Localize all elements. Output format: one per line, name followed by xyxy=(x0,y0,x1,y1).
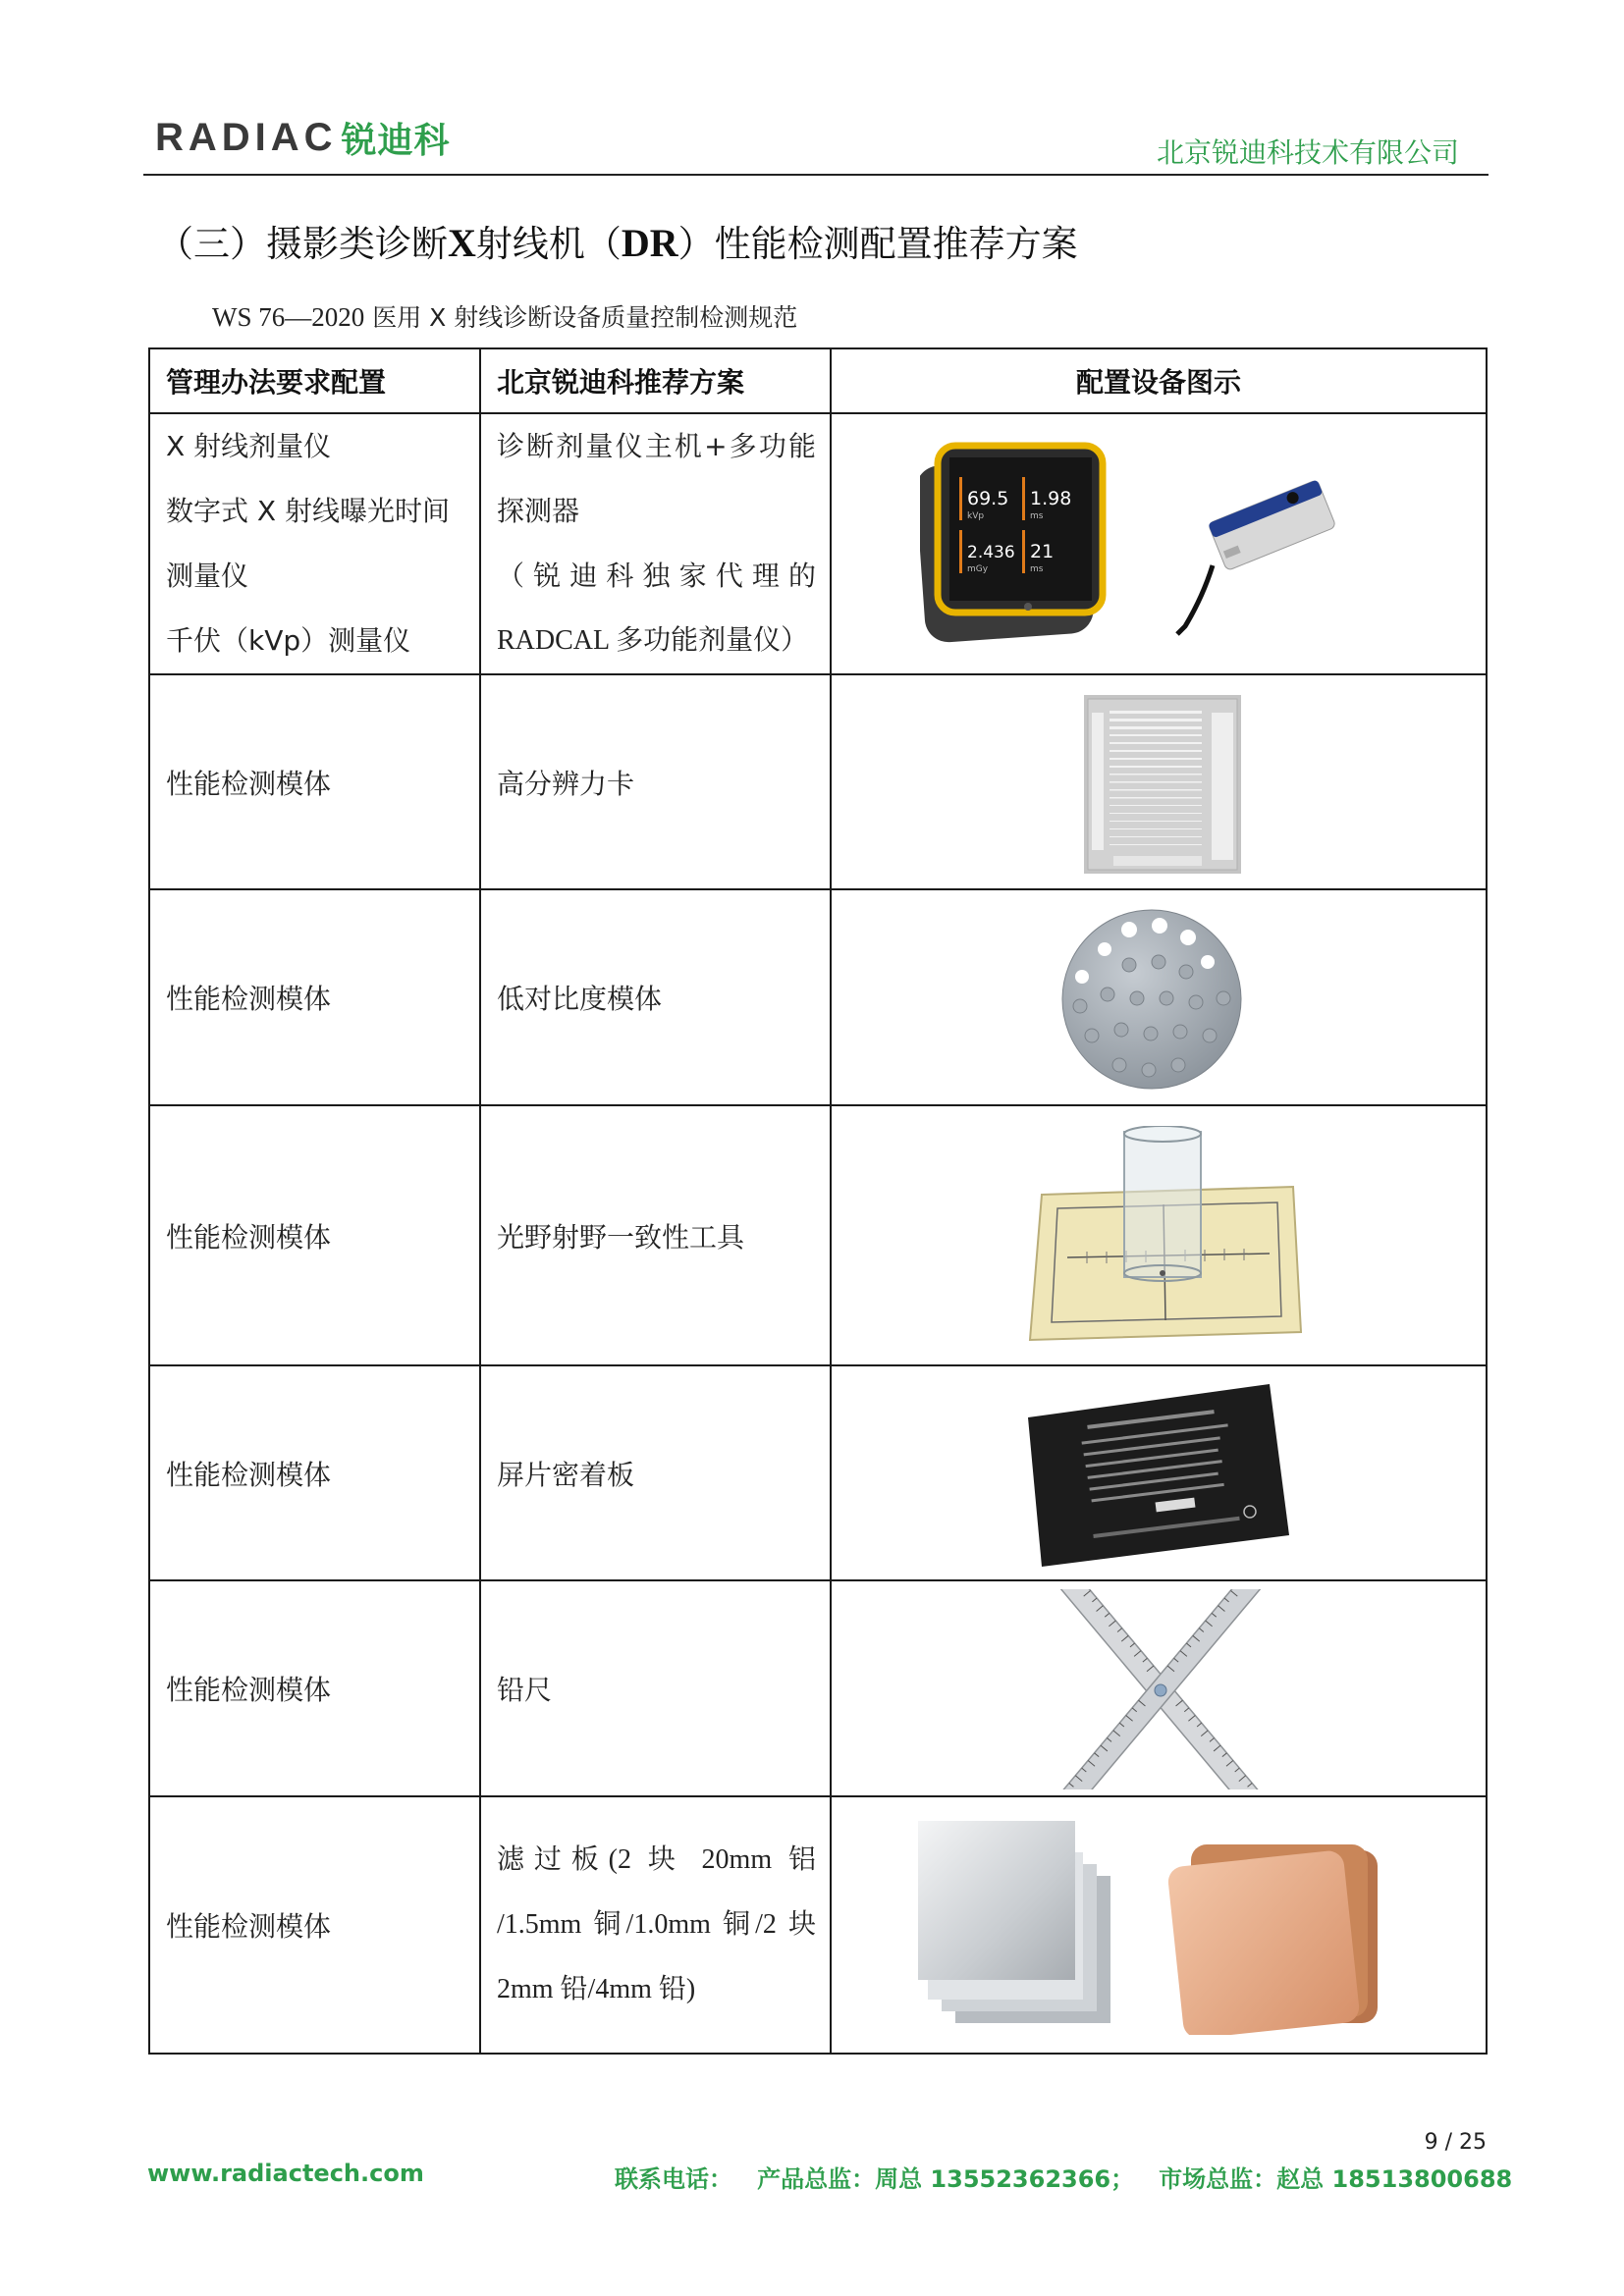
dosimeter-image xyxy=(920,440,1411,648)
filter-plates-image xyxy=(908,1819,1419,2035)
logo-chinese-text: 锐迪科 xyxy=(341,120,451,161)
screen-value-3: 2.436 xyxy=(967,543,1015,562)
requirement-cell: 性能检测模体 xyxy=(149,1105,480,1365)
illustration-cell xyxy=(831,1365,1487,1580)
rec-line: （锐迪科独家代理的 xyxy=(497,560,816,592)
screen-film-contact-plate-image xyxy=(1028,1384,1289,1567)
contact-info: 联系电话： 产品总监：周总 13552362366； 市场总监：赵总 18513800688 xyxy=(615,2165,1513,2193)
requirement-cell: 性能检测模体 xyxy=(149,1365,480,1580)
screen-unit-3: mGy xyxy=(967,564,989,574)
lead-ruler-image xyxy=(1050,1589,1272,1789)
illustration-cell xyxy=(831,674,1487,889)
company-logo xyxy=(155,116,451,159)
low-contrast-phantom-image xyxy=(1060,908,1243,1091)
header-recommendation: 北京锐迪科推荐方案 xyxy=(480,348,831,413)
table-row xyxy=(149,413,1487,674)
rec-line: 2mm 铅/4mm 铅) xyxy=(497,1974,696,2004)
website-link[interactable]: www.radiactech.com xyxy=(147,2160,424,2187)
header-requirement: 管理办法要求配置 xyxy=(149,348,480,413)
heading-mid: 射线机（ xyxy=(475,223,622,265)
illustration-cell xyxy=(831,1796,1487,2054)
probe-cable xyxy=(1177,565,1213,634)
illustration-cell xyxy=(831,1105,1487,1365)
requirement-cell xyxy=(149,413,480,674)
requirement-cell: 性能检测模体 xyxy=(149,1580,480,1796)
config-table xyxy=(148,347,1488,2055)
screen-unit-2: ms xyxy=(1030,511,1044,521)
illustration-cell xyxy=(831,1580,1487,1796)
company-name: 北京锐迪科技术有限公司 xyxy=(1156,136,1459,169)
requirement-cell: 性能检测模体 xyxy=(149,674,480,889)
screen-unit-4: ms xyxy=(1030,564,1044,574)
illustration-cell xyxy=(831,889,1487,1105)
rec-line: 滤过板(2 块 20mm 铝 xyxy=(497,1844,816,1875)
page-number: 9 / 25 xyxy=(1424,2130,1487,2155)
probe-detector xyxy=(1208,479,1336,570)
standard-code: WS 76—2020 xyxy=(212,302,365,332)
heading-suffix: ）性能检测配置推荐方案 xyxy=(677,223,1078,265)
screen-unit-1: kVp xyxy=(967,511,985,521)
req-line: 千伏（kVp）测量仪 xyxy=(166,624,411,657)
logo-latin-text: RADIAC xyxy=(155,115,338,159)
recommendation-cell: 高分辨力卡 xyxy=(480,674,831,889)
screen-value-4: 21 xyxy=(1030,541,1055,562)
recommendation-cell xyxy=(480,1796,831,2054)
rec-line: 诊断剂量仪主机+多功能 xyxy=(497,430,816,462)
table-row xyxy=(149,1365,1487,1580)
resolution-card-image xyxy=(1084,695,1241,874)
aluminum-plates xyxy=(918,1821,1110,2023)
rec-line: RADCAL 多功能剂量仪） xyxy=(497,625,809,656)
standard-reference xyxy=(212,298,797,334)
collimator-test-tool-image xyxy=(1028,1126,1305,1344)
screen-value-1: 69.5 xyxy=(967,488,1009,509)
illustration-cell xyxy=(831,413,1487,674)
heading-prefix: （三）摄影类诊断 xyxy=(157,223,448,265)
tablet-screen xyxy=(949,457,1092,601)
requirement-cell: 性能检测模体 xyxy=(149,1796,480,2054)
heading-dr: DR xyxy=(621,221,678,265)
recommendation-cell: 低对比度模体 xyxy=(480,889,831,1105)
table-row xyxy=(149,1796,1487,2054)
recommendation-cell xyxy=(480,413,831,674)
rec-line: 探测器 xyxy=(497,495,580,527)
req-line: 测量仪 xyxy=(166,560,249,592)
heading-x: X xyxy=(448,221,476,265)
table-row xyxy=(149,1105,1487,1365)
req-line: X 射线剂量仪 xyxy=(166,430,332,462)
acrylic-cylinder xyxy=(1124,1132,1201,1277)
table-row xyxy=(149,1580,1487,1796)
table-header-row xyxy=(149,348,1487,413)
screen-value-2: 1.98 xyxy=(1030,488,1072,509)
standard-name: 医用 X 射线诊断设备质量控制检测规范 xyxy=(364,303,798,332)
req-line: 数字式 X 射线曝光时间 xyxy=(166,495,450,527)
recommendation-cell: 屏片密着板 xyxy=(480,1365,831,1580)
header-divider xyxy=(143,174,1489,176)
table-row xyxy=(149,674,1487,889)
copper-plates xyxy=(1166,1844,1378,2035)
section-heading xyxy=(157,214,1078,267)
recommendation-cell: 铅尺 xyxy=(480,1580,831,1796)
rec-line: /1.5mm 铜/1.0mm 铜/2 块 xyxy=(497,1909,816,1940)
recommendation-cell: 光野射野一致性工具 xyxy=(480,1105,831,1365)
header-illustration: 配置设备图示 xyxy=(831,348,1487,413)
requirement-cell: 性能检测模体 xyxy=(149,889,480,1105)
table-row xyxy=(149,889,1487,1105)
